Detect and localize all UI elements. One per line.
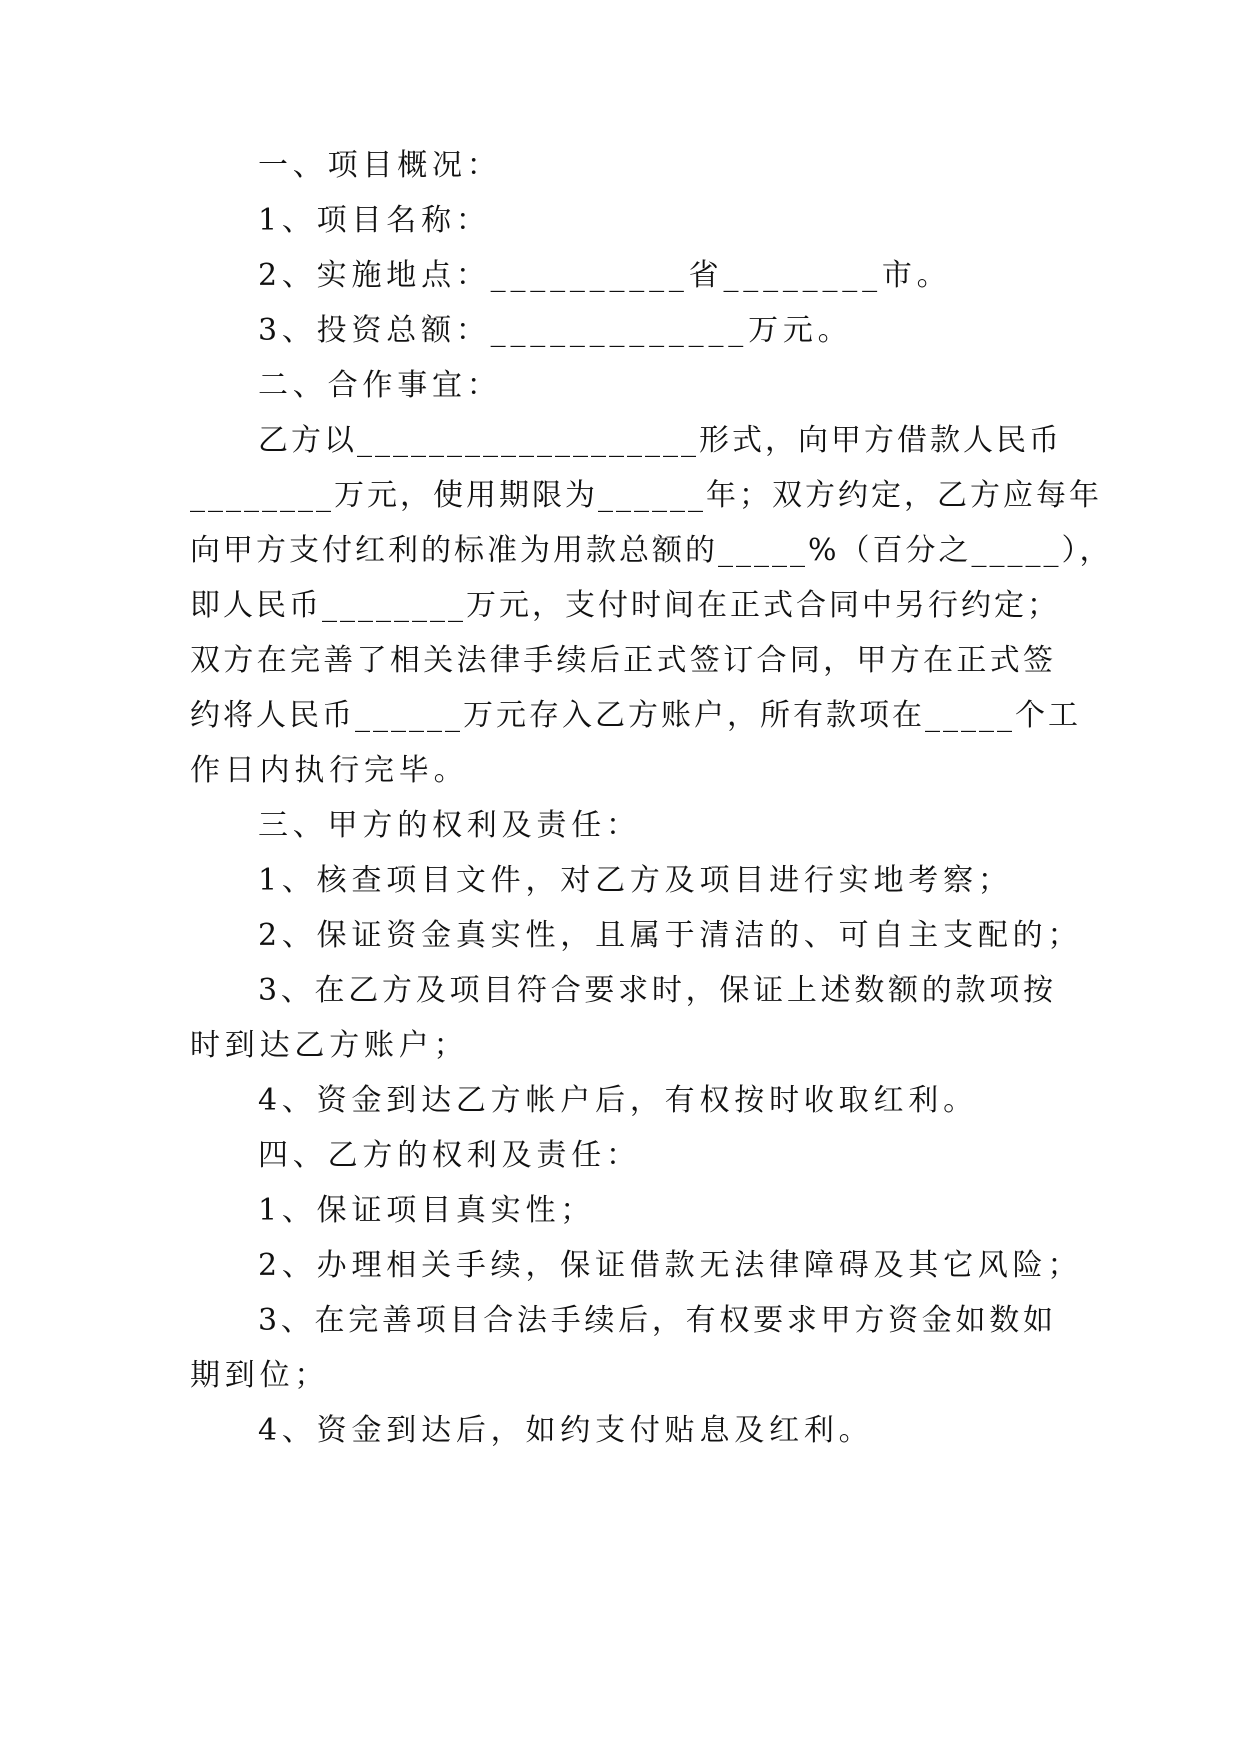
party-a-item: 1、核查项目文件，对乙方及项目进行实地考察； (258, 863, 1013, 898)
project-name-line: 1、项目名称： (258, 203, 491, 238)
party-a-item: 2、保证资金真实性，且属于清洁的、可自主支配的； (258, 918, 1083, 953)
cooperation-paragraph-line: 向甲方支付红利的标准为用款总额的_____%（百分之_____）， (190, 533, 1113, 568)
party-a-item: 4、资金到达乙方帐户后，有权按时收取红利。 (258, 1083, 978, 1118)
cooperation-paragraph-line: ________万元，使用期限为______年；双方约定，乙方应每年 (190, 478, 1102, 513)
party-b-item: 期到位； (190, 1358, 330, 1393)
cooperation-paragraph-line: 双方在完善了相关法律手续后正式签订合同，甲方在正式签 (190, 643, 1056, 678)
section-heading-cooperation: 二、合作事宜： (258, 368, 502, 403)
cooperation-paragraph-line: 作日内执行完毕。 (190, 753, 469, 788)
party-b-item: 3、在完善项目合法手续后，有权要求甲方资金如数如 (258, 1303, 1056, 1338)
section-heading-party-b: 四、乙方的权利及责任： (258, 1138, 641, 1173)
investment-total-line: 3、投资总额：_____________万元。 (258, 313, 853, 348)
party-b-item: 2、办理相关手续，保证借款无法律障碍及其它风险； (258, 1248, 1083, 1283)
party-b-item: 4、资金到达后，如约支付贴息及红利。 (258, 1413, 874, 1448)
party-b-item: 1、保证项目真实性； (258, 1193, 596, 1228)
party-a-item: 3、在乙方及项目符合要求时，保证上述数额的款项按 (258, 973, 1056, 1008)
cooperation-paragraph-line: 乙方以___________________形式，向甲方借款人民币 (258, 423, 1062, 458)
cooperation-paragraph-line: 约将人民币______万元存入乙方账户，所有款项在_____个工 (190, 698, 1081, 733)
section-heading-party-a: 三、甲方的权利及责任： (258, 808, 641, 843)
party-a-item: 时到达乙方账户； (190, 1028, 469, 1063)
project-location-line: 2、实施地点：__________省________市。 (258, 258, 952, 293)
cooperation-paragraph-line: 即人民币________万元，支付时间在正式合同中另行约定； (190, 588, 1060, 623)
section-heading-project-overview: 一、项目概况： (258, 148, 502, 183)
